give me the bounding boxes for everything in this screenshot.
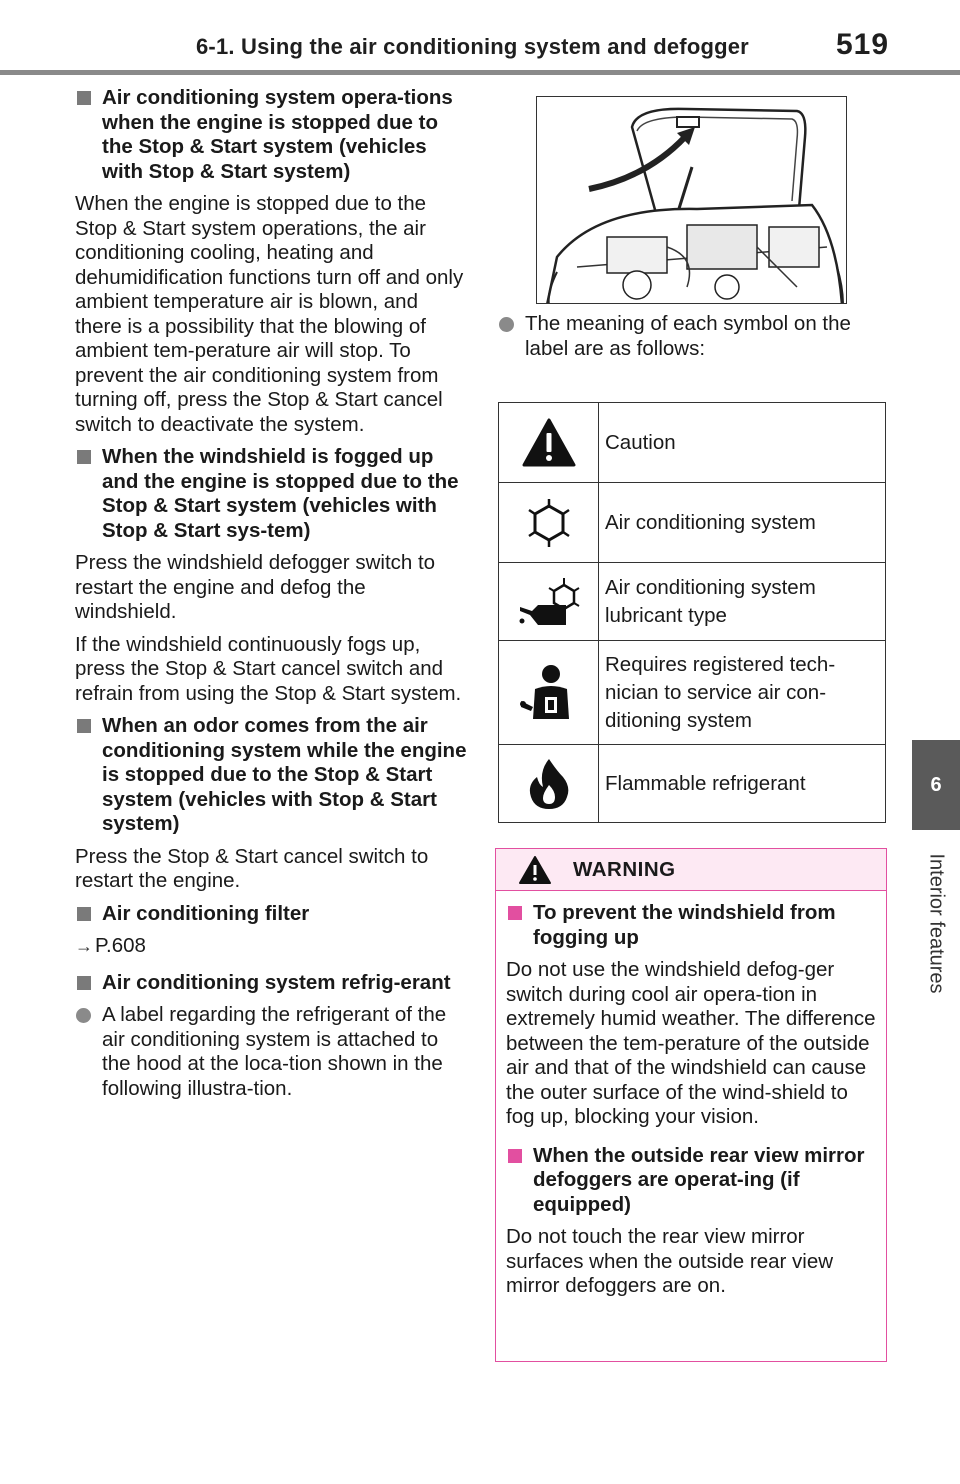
paragraph: When the engine is stopped due to the Stop & Start system operations, the air conditioning cooling, heating and dehumidification functions turn off and only ambient temperature air is blown, and there is a possibility that the blowing of ambient tem-perature air will stop. To prevent the air conditioning system from turning off, press the Stop & Start cancel switch to deactivate the system.	[75, 192, 464, 436]
symbol-label: Caution	[599, 403, 886, 483]
table-row	[499, 483, 886, 563]
paragraph: Do not use the windshield defog-ger switch during cool air opera-tion in extremely humid weather. The difference between the tem-perature of the outside air and that of the windshield can cause the outer surface of the wind-shield to fog up, blocking your vision.	[506, 958, 876, 1128]
heading-mirror-defoggers	[506, 1144, 876, 1218]
warning-header	[496, 849, 886, 891]
circle-bullet-icon	[76, 1008, 91, 1023]
symbol-label: Flammable refrigerant	[599, 745, 886, 823]
left-column	[75, 86, 467, 1109]
reference-text: P.608	[95, 934, 146, 957]
square-bullet-icon	[508, 1149, 522, 1163]
chapter-tab[interactable]	[912, 740, 960, 830]
bullet-text: The meaning of each symbol on the label are as follows:	[525, 312, 851, 360]
chapter-number: 6	[930, 773, 942, 796]
warning-body	[496, 891, 886, 1299]
square-bullet-icon	[508, 906, 522, 920]
heading-text: When the windshield is fogged up and the engine is stopped due to the Stop & Start system (vehicles with Stop & Start sys-tem)	[102, 445, 459, 542]
square-bullet-icon	[77, 719, 91, 733]
oil-can-snowflake-icon	[516, 575, 582, 629]
paragraph: Press the windshield defogger switch to restart the engine and defog the windshield.	[75, 551, 436, 623]
paragraph: If the windshield continuously fogs up, press the Stop & Start cancel switch and refrain from using the Stop & Start system.	[75, 632, 462, 705]
chapter-label-wrap	[916, 842, 956, 1002]
symbol-table	[498, 402, 886, 823]
heading-air-filter	[75, 902, 467, 927]
bullet-item	[75, 1003, 467, 1101]
hood-label-illustration	[536, 96, 847, 304]
arrow-right-icon: →	[75, 936, 93, 956]
caution-triangle-icon	[521, 417, 577, 469]
circle-bullet-icon	[499, 317, 514, 332]
square-bullet-icon	[77, 976, 91, 990]
warning-label: WARNING	[573, 858, 676, 881]
square-bullet-icon	[77, 907, 91, 921]
heading-text: When an odor comes from the air conditioning system while the engine is stopped due to the Stop & Start system (vehicles with Stop & Start system)	[102, 714, 467, 835]
table-row	[499, 641, 886, 745]
flame-icon	[527, 757, 571, 811]
table-row	[499, 563, 886, 641]
symbol-cell	[499, 403, 599, 483]
heading-text: When the outside rear view mirror defoggers are operat-ing (if equipped)	[533, 1143, 865, 1216]
symbol-label: Air conditioning system	[599, 483, 886, 563]
header-divider	[0, 70, 960, 75]
paragraph: Press the Stop & Start cancel switch to restart the engine.	[75, 844, 429, 892]
snowflake-icon	[524, 498, 574, 548]
car-hood-image	[537, 97, 847, 304]
heading-text: Air conditioning system opera-tions when the engine is stopped due to the Stop & Start system (vehicles with Stop & Start system)	[102, 86, 453, 183]
symbol-cell	[499, 563, 599, 641]
bullet-text: A label regarding the refrigerant of the air conditioning system is attached to the hood at the loca-tion shown in the following illustra-tion.	[102, 1003, 447, 1100]
symbols-intro	[498, 312, 888, 369]
symbol-cell	[499, 641, 599, 745]
table-row	[499, 403, 886, 483]
square-bullet-icon	[77, 450, 91, 464]
bullet-item	[498, 312, 888, 361]
heading-odor	[75, 714, 467, 837]
heading-refrigerant	[75, 971, 467, 996]
warning-box	[495, 848, 887, 1362]
heading-text: To prevent the windshield from fogging up	[533, 901, 836, 949]
symbol-label: Air conditioning system lubricant type	[599, 563, 886, 641]
symbol-label: Requires registered tech-nician to service air con-ditioning system	[599, 641, 886, 745]
section-title: 6-1. Using the air conditioning system and defogger	[196, 34, 749, 59]
heading-text: Air conditioning system refrig-erant	[102, 970, 451, 994]
paragraph: Do not touch the rear view mirror surfaces when the outside rear view mirror defoggers are on.	[506, 1225, 834, 1297]
page-number: 519	[836, 28, 890, 61]
page-reference-link[interactable]	[75, 934, 467, 959]
heading-text: Air conditioning filter	[102, 901, 310, 925]
heading-stop-start-operations	[75, 86, 467, 184]
square-bullet-icon	[77, 91, 91, 105]
heading-windshield-fogged	[75, 445, 467, 543]
page-header	[0, 0, 960, 78]
warning-triangle-icon	[518, 855, 552, 885]
technician-icon	[519, 663, 579, 723]
symbol-cell	[499, 483, 599, 563]
chapter-label: Interior features	[925, 853, 948, 994]
symbol-cell	[499, 745, 599, 823]
table-row	[499, 745, 886, 823]
heading-prevent-fogging	[506, 901, 876, 950]
